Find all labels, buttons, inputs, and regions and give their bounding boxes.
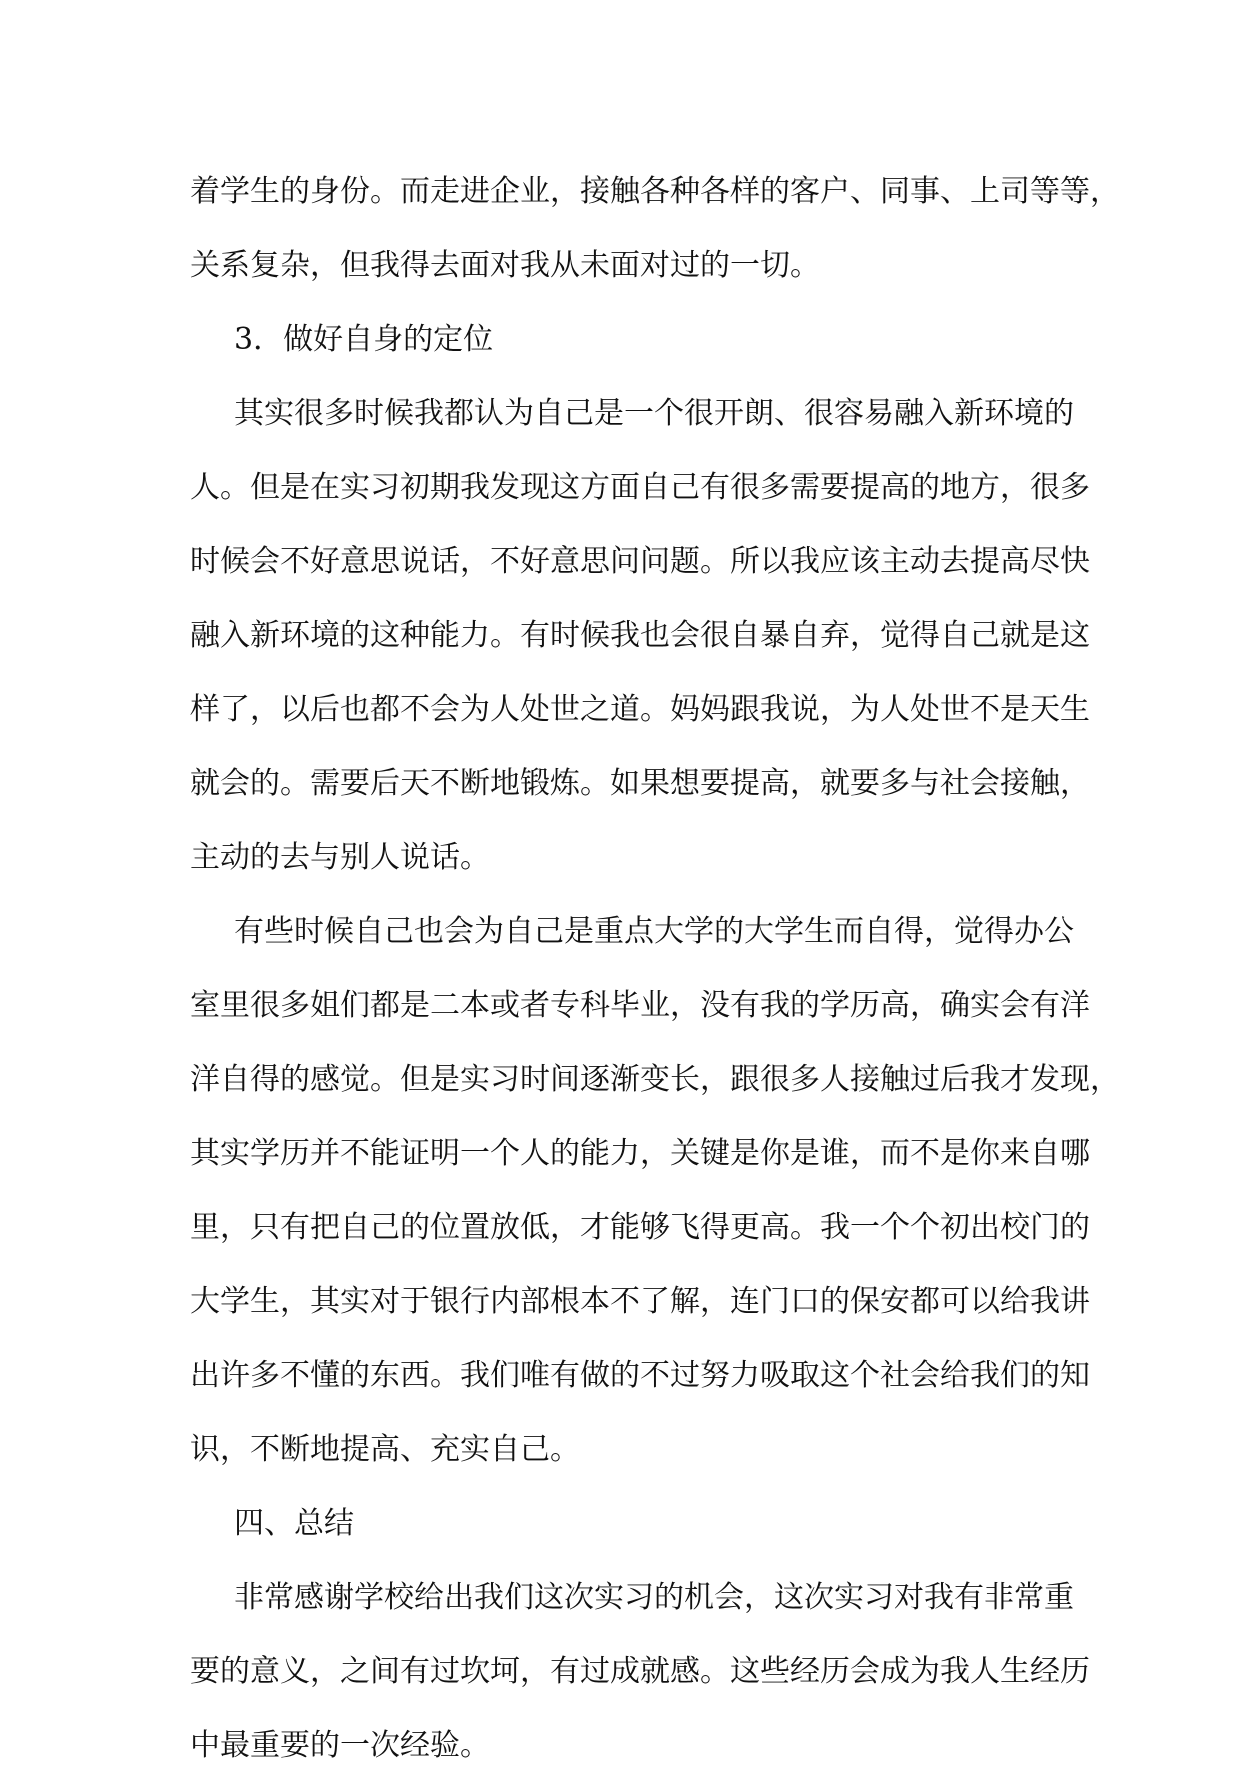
text-line: 大学生，其实对于银行内部根本不了解，连门口的保安都可以给我讲 xyxy=(190,1284,1090,1319)
text-line: 其实很多时候我都认为自己是一个很开朗、很容易融入新环境的 xyxy=(234,396,1074,431)
text-line: 关系复杂，但我得去面对我从未面对过的一切。 xyxy=(190,248,820,283)
text-line: 人。但是在实习初期我发现这方面自己有很多需要提高的地方，很多 xyxy=(190,470,1090,505)
text-line: 中最重要的一次经验。 xyxy=(190,1728,490,1763)
document-body xyxy=(190,155,1120,1783)
text-line: 有些时候自己也会为自己是重点大学的大学生而自得，觉得办公 xyxy=(234,914,1074,949)
text-line: 时候会不好意思说话，不好意思问问题。所以我应该主动去提高尽快 xyxy=(190,544,1090,579)
text-line: 着学生的身份。而走进企业，接触各种各样的客户、同事、上司等等， xyxy=(190,174,1120,209)
text-line: 里，只有把自己的位置放低，才能够飞得更高。我一个个初出校门的 xyxy=(190,1210,1090,1245)
text-line: 洋自得的感觉。但是实习时间逐渐变长，跟很多人接触过后我才发现， xyxy=(190,1062,1120,1097)
text-line: 要的意义，之间有过坎坷，有过成就感。这些经历会成为我人生经历 xyxy=(190,1654,1090,1689)
text-line: 室里很多姐们都是二本或者专科毕业，没有我的学历高，确实会有洋 xyxy=(190,988,1090,1023)
text-line: 非常感谢学校给出我们这次实习的机会，这次实习对我有非常重 xyxy=(234,1580,1074,1615)
section-heading: 四、总结 xyxy=(234,1506,354,1541)
text-line: 主动的去与别人说话。 xyxy=(190,840,490,875)
text-line: 样了，以后也都不会为人处世之道。妈妈跟我说，为人处世不是天生 xyxy=(190,692,1090,727)
text-line: 就会的。需要后天不断地锻炼。如果想要提高，就要多与社会接触， xyxy=(190,766,1090,801)
section-heading: 3．做好自身的定位 xyxy=(234,322,494,357)
text-line: 其实学历并不能证明一个人的能力，关键是你是谁，而不是你来自哪 xyxy=(190,1136,1090,1171)
text-line: 识，不断地提高、充实自己。 xyxy=(190,1432,580,1467)
text-line: 出许多不懂的东西。我们唯有做的不过努力吸取这个社会给我们的知 xyxy=(190,1358,1090,1393)
text-line: 融入新环境的这种能力。有时候我也会很自暴自弃，觉得自己就是这 xyxy=(190,618,1090,653)
